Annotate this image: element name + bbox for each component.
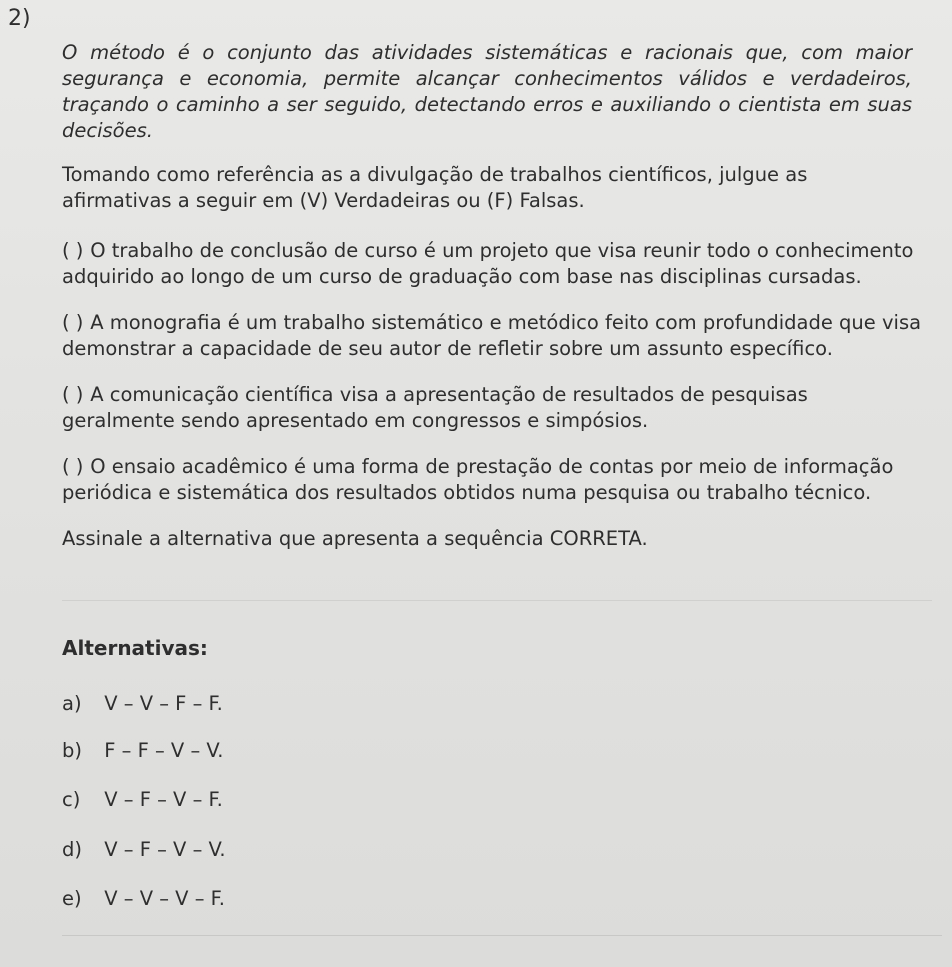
alternative-letter: e) bbox=[62, 887, 82, 910]
alternative-text: V – V – F – F. bbox=[104, 692, 223, 715]
section-divider bbox=[62, 600, 932, 601]
statement-text: O ensaio acadêmico é uma forma de prestação de contas por meio de informação periódica e sistemática dos resultados obtidos numa pesquisa ou trabalho técnico. bbox=[62, 455, 894, 504]
alternative-b[interactable] bbox=[62, 739, 223, 762]
statement-marker: ( ) bbox=[62, 383, 84, 406]
statement-marker: ( ) bbox=[62, 455, 84, 478]
alternative-letter: c) bbox=[62, 788, 81, 811]
statement-4 bbox=[62, 454, 922, 506]
alternative-c[interactable] bbox=[62, 788, 223, 811]
alternative-e[interactable] bbox=[62, 887, 225, 910]
alternative-d[interactable] bbox=[62, 838, 226, 861]
alternative-text: V – F – V – F. bbox=[104, 788, 223, 811]
statement-text: O trabalho de conclusão de curso é um projeto que visa reunir todo o conhecimento adquirido ao longo de um curso de graduação com base nas disciplinas cursadas. bbox=[62, 239, 914, 288]
statement-marker: ( ) bbox=[62, 239, 84, 262]
alternative-a[interactable] bbox=[62, 692, 223, 715]
statement-2 bbox=[62, 310, 922, 362]
statement-marker: ( ) bbox=[62, 311, 84, 334]
alternative-text: V – V – V – F. bbox=[104, 887, 225, 910]
question-number: 2) bbox=[8, 6, 31, 31]
alternative-letter: a) bbox=[62, 692, 82, 715]
question-prompt: Tomando como referência as a divulgação de trabalhos científicos, julgue as afirmativas a seguir em (V) Verdadeiras ou (F) Falsas. bbox=[62, 163, 808, 212]
statement-text: A monografia é um trabalho sistemático e metódico feito com profundidade que visa demonstrar a capacidade de seu autor de refletir sobre um assunto específico. bbox=[62, 311, 922, 360]
statement-text: A comunicação científica visa a apresentação de resultados de pesquisas geralmente sendo apresentado em congressos e simpósios. bbox=[62, 383, 808, 432]
question-intro: O método é o conjunto das atividades sistemáticas e racionais que, com maior segurança e economia, permite alcançar conhecimentos válidos e verdadeiros, traçando o caminho a ser seguido, detectando erros e auxiliando o cientista em suas decisões. bbox=[62, 41, 912, 142]
alternatives-heading: Alternativas: bbox=[62, 636, 208, 660]
alternative-letter: d) bbox=[62, 838, 82, 861]
statement-3 bbox=[62, 382, 922, 434]
alternative-text: F – F – V – V. bbox=[104, 739, 224, 762]
statement-1 bbox=[62, 238, 922, 290]
alternative-letter: b) bbox=[62, 739, 82, 762]
alternative-text: V – F – V – V. bbox=[104, 838, 226, 861]
bottom-divider bbox=[62, 935, 942, 936]
question-instruction: Assinale a alternativa que apresenta a sequência CORRETA. bbox=[62, 527, 648, 550]
